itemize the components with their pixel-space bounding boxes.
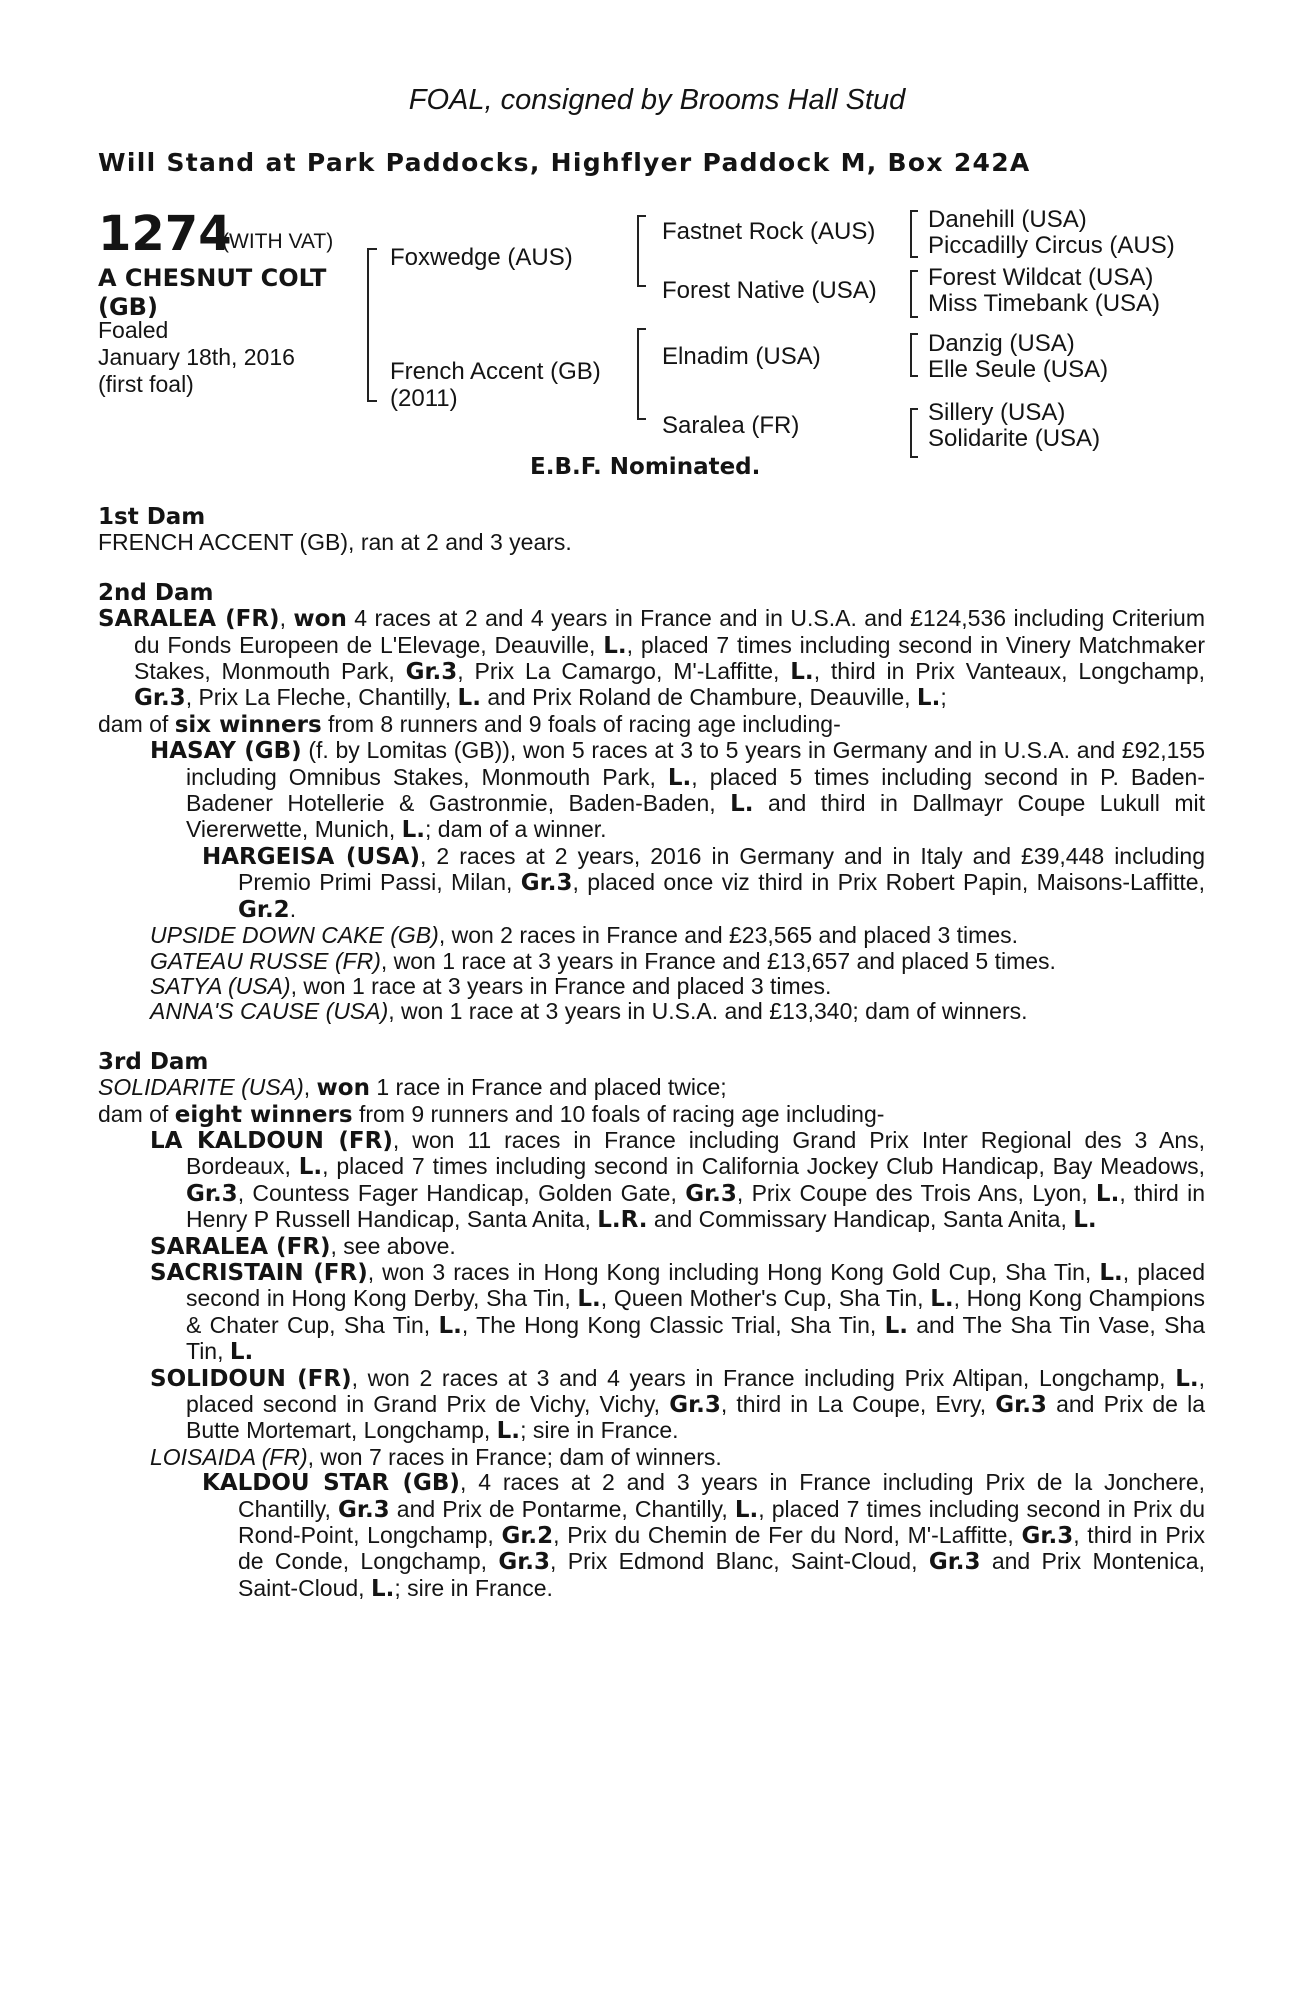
catalogue-title: FOAL, consigned by Brooms Hall Stud [408, 84, 906, 116]
list-item: HARGEISA (USA), 2 races at 2 years, 2016 in Germany and in Italy and £39,448 including Premio Primi Passi, Milan, Gr.3, placed once viz third in Prix Robert Papin, Maisons-Laffitte, Gr.2. [202, 842, 1205, 923]
list-item: LA KALDOUN (FR), won 11 races in France including Grand Prix Inter Regional des 3 Ans, Bordeaux, L., placed 7 times including second in California Jockey Club Handicap, Bay Meadows, Gr.3, Countess Fager Handicap, Golden Gate, Gr.3, Prix Coupe des Trois Ans, Lyon, L., third in Henry P Russell Handicap, Santa Anita, L.R. and Commissary Handicap, Santa Anita, L. [150, 1126, 1206, 1234]
sire-sire-sire: Danehill (USA) [928, 206, 1087, 233]
second-dam-summary: dam of six winners from 8 runners and 9 foals of racing age including- [98, 710, 841, 738]
sire-dam-bracket [367, 248, 377, 402]
list-item: HASAY (GB) (f. by Lomitas (GB)), won 5 races at 3 to 5 years in Germany and in U.S.A. and £92,155 including Omnibus Stakes, Monmouth Park, L., placed 5 times including second in P. Baden-Badener Hotellerie & Gastronmie, Baden-Baden, L. and third in Dallmayr Coupe Lukull mit Viererwette, Munich, L.; dam of a winner. [150, 737, 1206, 844]
list-item: SATYA (USA), won 1 race at 3 years in France and placed 3 times. [150, 972, 832, 999]
list-item: ANNA'S CAUSE (USA), won 1 race at 3 years in U.S.A. and £13,340; dam of winners. [150, 998, 1028, 1025]
dam-parents-bracket [637, 328, 646, 420]
sire-dam-sire: Forest Wildcat (USA) [928, 264, 1154, 291]
dam-sire-dam: Elle Seule (USA) [928, 356, 1109, 383]
sire: Foxwedge (AUS) [390, 244, 573, 271]
list-item: SOLIDOUN (FR), won 2 races at 3 and 4 years in France including Prix Altipan, Longchamp, L., placed second in Grand Prix de Vichy, Vichy, Gr.3, third in La Coupe, Evry, Gr.3 and Prix de la Butte Mortemart, Longchamp, L.; sire in France. [150, 1364, 1206, 1445]
description-line-1: A CHESNUT COLT [98, 264, 327, 292]
foal-note: (first foal) [98, 371, 194, 397]
lot-number: 1274 [98, 206, 232, 262]
list-item: SACRISTAIN (FR), won 3 races in Hong Kong including Hong Kong Gold Cup, Sha Tin, L., placed second in Hong Kong Derby, Sha Tin, L., Queen Mother's Cup, Sha Tin, L., Hong Kong Champions & Chater Cup, Sha Tin, L., The Hong Kong Classic Trial, Sha Tin, L. and The Sha Tin Vase, Sha Tin, L. [150, 1258, 1206, 1366]
sire-dam-dam: Miss Timebank (USA) [928, 290, 1161, 317]
gen3-bracket-1 [910, 210, 918, 258]
vat-label: (WITH VAT) [222, 230, 334, 253]
dam: French Accent (GB) [390, 358, 601, 385]
third-dam-heading: 3rd Dam [98, 1048, 209, 1075]
lot-description [98, 264, 326, 322]
produce-record [98, 505, 1205, 1602]
dam-name: SARALEA (FR) [98, 606, 280, 633]
third-dam-entry: SOLIDARITE (USA), won 1 race in France and placed twice; [98, 1074, 727, 1102]
gen3-bracket-2 [910, 270, 918, 318]
list-item: UPSIDE DOWN CAKE (GB), won 2 races in France and £23,565 and placed 3 times. [150, 922, 1019, 949]
dam-dam-dam: Solidarite (USA) [928, 425, 1101, 452]
sire-dam: Forest Native (USA) [662, 277, 877, 304]
sire-parents-bracket [637, 215, 646, 287]
sire-sire-dam: Piccadilly Circus (AUS) [928, 232, 1175, 259]
first-dam-text: FRENCH ACCENT (GB), ran at 2 and 3 years. [98, 529, 572, 556]
dam-sire-sire: Danzig (USA) [928, 330, 1075, 357]
dam-dam-sire: Sillery (USA) [928, 399, 1066, 426]
sire-sire: Fastnet Rock (AUS) [662, 218, 876, 245]
list-item: GATEAU RUSSE (FR), won 1 race at 3 years in France and £13,657 and placed 5 times. [150, 947, 1056, 974]
second-dam-heading: 2nd Dam [98, 579, 214, 606]
dam-dam: Saralea (FR) [662, 412, 800, 439]
second-dam-entry: SARALEA (FR), won 4 races at 2 and 4 years in France and in U.S.A. and £124,536 including Criterium du Fonds Europeen de L'Elevage, Deauville, L., placed 7 times including second in Vinery Matchmaker Stakes, Monmouth Park, Gr.3, Prix La Camargo, M'-Laffitte, L., third in Prix Vanteaux, Longchamp, Gr.3, Prix La Fleche, Chantilly, L. and Prix Roland de Chambure, Deauville, L.; [98, 605, 1205, 712]
dam-sire: Elnadim (USA) [662, 343, 821, 370]
first-dam-heading: 1st Dam [98, 504, 206, 530]
stand-location: Will Stand at Park Paddocks, Highflyer Paddock M, Box 242A [98, 148, 1031, 177]
list-item: KALDOU STAR (GB), 4 races at 2 and 3 years in France including Prix de la Jonchere, Chantilly, Gr.3 and Prix de Pontarme, Chantilly, L., placed 7 times including second in Prix du Rond-Point, Longchamp, Gr.2, Prix du Chemin de Fer du Nord, M'-Laffitte, Gr.3, third in Prix de Conde, Longchamp, Gr.3, Prix Edmond Blanc, Saint-Cloud, Gr.3 and Prix Montenica, Saint-Cloud, L.; sire in France. [202, 1469, 1206, 1602]
list-item: SARALEA (FR), see above. [150, 1232, 456, 1260]
foaled-date: January 18th, 2016 [98, 344, 295, 370]
foaled-label: Foaled [98, 317, 169, 343]
description-line-2: (GB) [98, 293, 158, 321]
dam-year: (2011) [390, 385, 458, 412]
gen3-bracket-3 [910, 333, 918, 377]
third-dam-summary: dam of eight winners from 9 runners and 10 foals of racing age including- [98, 1100, 885, 1128]
ebf-nomination: E.B.F. Nominated. [530, 454, 761, 480]
list-item: LOISAIDA (FR), won 7 races in France; dam of winners. [150, 1443, 722, 1470]
gen3-bracket-4 [910, 408, 918, 458]
